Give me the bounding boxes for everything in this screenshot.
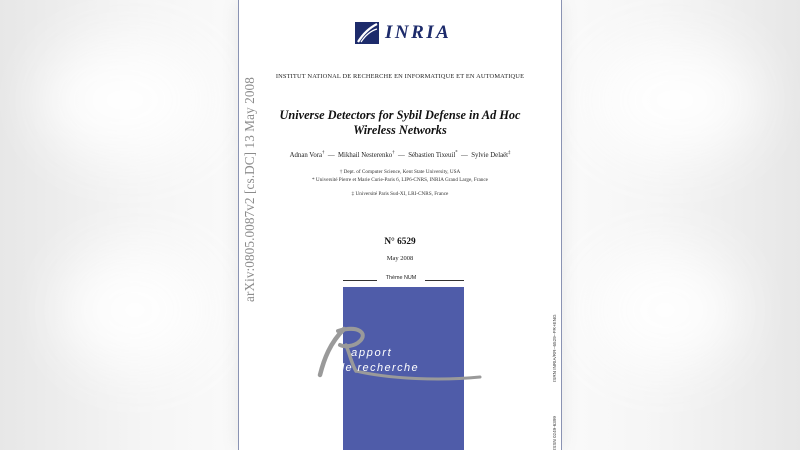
affiliation-3: ‡ Université Paris Sud-XI, LRI-CNRS, France: [351, 191, 449, 197]
paper-title: [250, 108, 550, 138]
author-mark: †: [392, 150, 395, 156]
rapport-swash-icon: [300, 325, 490, 387]
author-mark: †: [322, 150, 325, 156]
report-date: May 2008: [386, 255, 414, 262]
author-name: Mikhail Nesterenko: [338, 152, 393, 159]
author-separator: —: [397, 152, 405, 159]
paper-title-line-2: Wireless Networks: [353, 123, 447, 137]
arxiv-identifier: arXiv:0805.0087v2 [cs.DC] 13 May 2008: [242, 77, 257, 302]
theme-label: Thème NUM: [385, 275, 417, 281]
report-number: N° 6529: [384, 237, 416, 247]
cover-word-rapport: apport: [351, 347, 393, 359]
cover-word-recherche: de recherche: [338, 362, 420, 374]
theme-divider-right: [425, 280, 464, 281]
inria-emblem-icon: [355, 22, 379, 44]
paper-title-line-1: Universe Detectors for Sybil Defense in Ad Hoc: [279, 108, 521, 122]
issn-code: ISSN 0249-6399: [552, 416, 557, 450]
background-blur-left-low: [60, 250, 210, 370]
author-separator: —: [327, 152, 335, 159]
author-list: [250, 152, 550, 159]
affiliation-2: * Université Pierre et Marie Curie-Paris 6, LIP6-CNRS, INRIA Grand Large, France: [312, 177, 488, 183]
author-mark: ‡: [508, 150, 511, 156]
background-blur-right-low: [590, 250, 740, 370]
author-name: Sébastien Tixeuil: [408, 152, 456, 159]
author-name: Adnan Vora: [289, 152, 323, 159]
institute-name: INSTITUT NATIONAL DE RECHERCHE EN INFORMATIQUE ET EN AUTOMATIQUE: [275, 73, 525, 80]
author-separator: —: [461, 152, 468, 159]
author-name: Sylvie Delaët: [471, 152, 509, 159]
background-blur-left: [40, 40, 210, 160]
affiliation-1: † Dept. of Computer Science, Kent State University, USA: [339, 169, 461, 175]
author-mark: *: [455, 150, 458, 156]
background-blur-right: [590, 40, 760, 160]
isrn-code: ISRN INRIA/RR--6529--FR+ENG: [552, 314, 557, 382]
inria-logo: [355, 22, 451, 44]
logo-wordmark: INRIA: [385, 22, 452, 43]
